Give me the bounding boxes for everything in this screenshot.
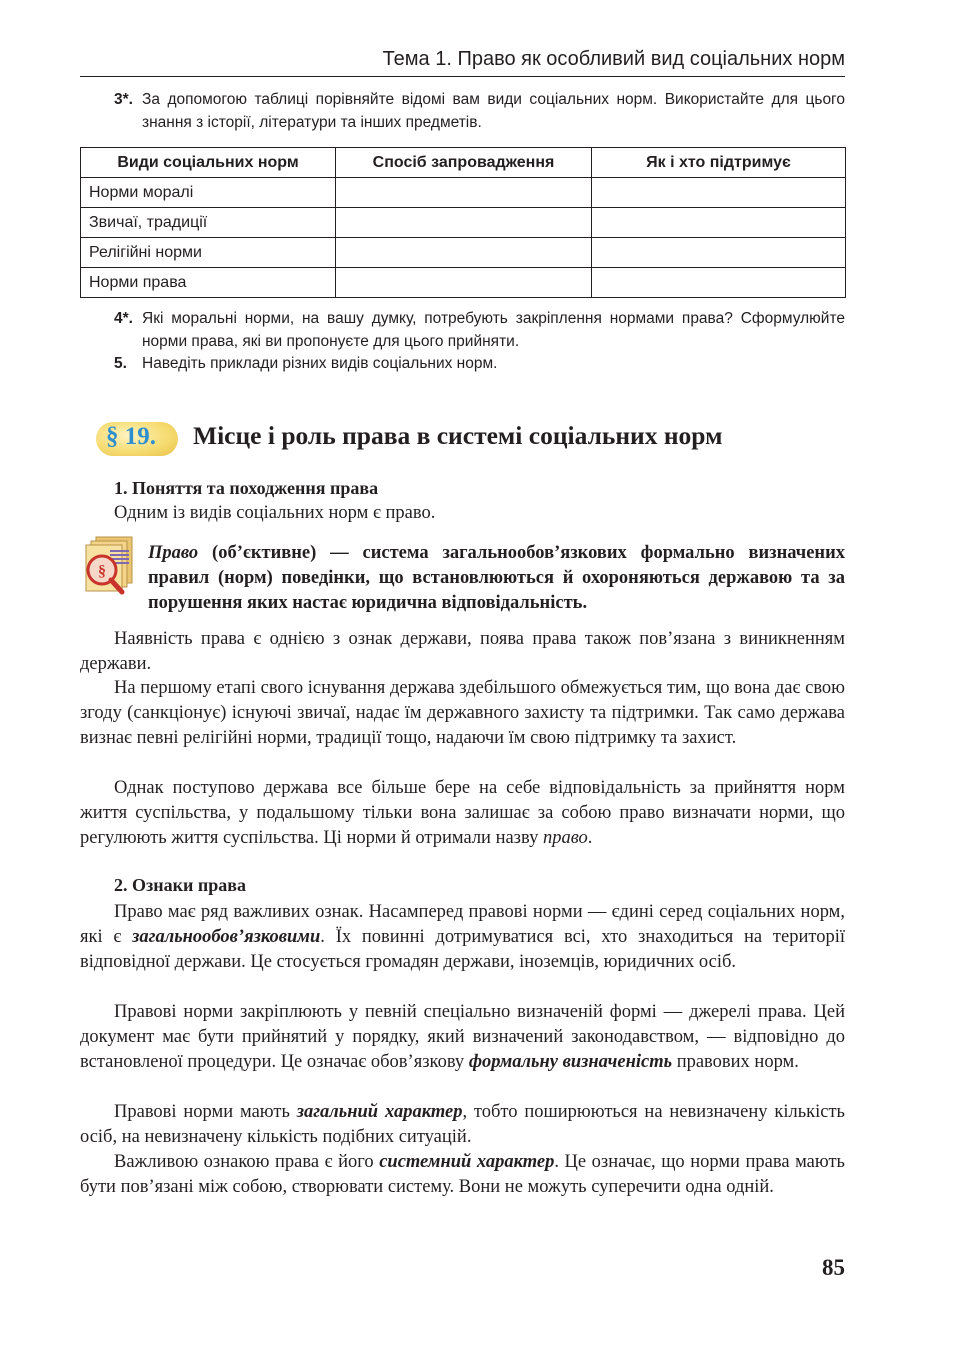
paragraph-text: Однак поступово держава все більше бере на себе відповідальність за прийняття норм життя суспільства, у подальшому тільки вона залишає за собою право визначати норми, що регулюють життя суспільства. Ці норми й отримали назву (80, 778, 845, 848)
paragraph: На першому етапі свого існування держава здебільшого обмежується тим, що вона дає свою згоду (санкціонує) існуючі звичаї, надає їм державного захисту та підтримки. Так само держава визнає певні релігійні норми, традиції тощо, надаючи їм свою підтримку та захист. (80, 678, 845, 748)
task-number: 5. (114, 355, 127, 372)
page-number: 85 (822, 1255, 845, 1280)
table-row (81, 238, 846, 268)
table-cell: Норми права (81, 268, 336, 298)
paragraph-text: Важливою ознакою права є його (114, 1152, 380, 1172)
subsection-heading: 2. Ознаки права (114, 875, 246, 895)
paragraph (80, 776, 845, 851)
column-header: Як і хто підтримує (592, 148, 846, 178)
empty-cell (592, 178, 846, 208)
svg-text:§: § (98, 563, 106, 580)
task-4 (114, 308, 845, 354)
paragraph-text: . Їх повинні дотримуватися всі, хто знаходиться на території відповідної держави. Це стосується громадян держави, іноземців, юридичних осіб. (80, 927, 845, 972)
section-title: Місце і роль права в системі соціальних норм (193, 421, 723, 450)
column-header: Види соціальних норм (81, 148, 336, 178)
emphasis: право (542, 828, 588, 848)
emphasis: системний характер (379, 1152, 555, 1172)
paragraph-text: . Це означає, що норми права мають бути пов’язані між собою, створювати систему. Вони не можуть суперечити одна одній. (80, 1152, 845, 1197)
paragraph-text: Правові норми закріплюють у певній спеціально визначеній формі — джерелі права. Цей документ має бути прийнятий у порядку, який визначений законодавством, — відповідно до встановленої процедури. Це означає обов’язкову (80, 1002, 845, 1072)
task-text: Наведіть приклади різних видів соціальних норм. (142, 355, 498, 372)
table-cell: Релігійні норми (81, 238, 336, 268)
task-number: 4*. (114, 310, 133, 327)
subsection-heading: 1. Поняття та походження права (114, 478, 379, 498)
social-norms-table (80, 147, 846, 298)
task-3 (114, 89, 845, 135)
emphasis: загальний характер (296, 1102, 463, 1122)
intro-text: Одним із видів соціальних норм є право. (114, 503, 436, 523)
definition-term: Право (148, 543, 199, 563)
paragraph-text: . (587, 828, 593, 848)
paragraph-text: , тобто поширюються на невизначену кількість осіб, на невизначену кількість подібних ситуацій. (80, 1102, 845, 1147)
empty-cell (336, 268, 592, 298)
emphasis: формальну визначеність (468, 1052, 673, 1072)
paragraph-text: Правові норми мають (114, 1102, 297, 1122)
law-book-magnifier-icon (80, 535, 134, 597)
empty-cell (336, 208, 592, 238)
empty-cell (592, 268, 846, 298)
column-header: Спосіб запровадження (336, 148, 592, 178)
paragraph: Наявність права є однією з ознак держави, поява права також пов’язана з виникненням держави. (80, 629, 845, 674)
empty-cell (592, 238, 846, 268)
paragraph (80, 900, 845, 975)
definition-block (148, 541, 845, 616)
section-number: § 19. (106, 423, 156, 450)
table-cell: Звичаї, традиції (81, 208, 336, 238)
task-number: 3*. (114, 91, 133, 108)
paragraph (80, 1100, 845, 1150)
task-text: За допомогою таблиці порівняйте відомі вам види соціальних норм. Використайте для цього знання з історії, літератури та інших предметів. (142, 91, 845, 131)
paragraph (80, 1000, 845, 1075)
emphasis: загальнообов’язковими (132, 927, 321, 947)
empty-cell (592, 208, 846, 238)
definition-text: (об’єктивне) — система загальнообов’язкових формально визначених правил (норм) поведінки, що встановлюються й охороняються державою та за порушення яких настає юридична відповідальність. (148, 543, 845, 613)
paragraph-text: Право має ряд важливих ознак. Насамперед правові норми — єдині серед соціальних норм, які є (80, 902, 845, 947)
table-header-row (81, 148, 846, 178)
running-header (80, 46, 845, 77)
header-title: Тема 1. Право як особливий вид соціальних норм (382, 48, 845, 70)
table-cell: Норми моралі (81, 178, 336, 208)
paragraph (80, 1150, 845, 1200)
table-row (81, 268, 846, 298)
task-5 (114, 353, 845, 376)
empty-cell (336, 238, 592, 268)
task-text: Які моральні норми, на вашу думку, потребують закріплення нормами права? Сформулюйте норми права, які ви пропонуєте для цього прийняти. (142, 310, 845, 350)
empty-cell (336, 178, 592, 208)
paragraph-text: правових норм. (672, 1052, 799, 1072)
table-row (81, 208, 846, 238)
table-row (81, 178, 846, 208)
